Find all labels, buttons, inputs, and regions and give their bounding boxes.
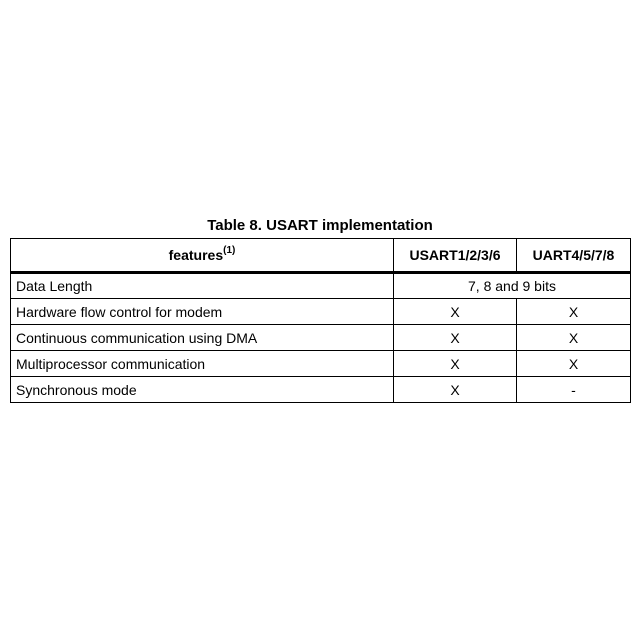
feature-cell: Hardware flow control for modem: [11, 299, 394, 325]
usart-value-cell: X: [394, 377, 517, 403]
uart-value-cell: X: [517, 299, 631, 325]
usart-value-cell: X: [394, 325, 517, 351]
table-header: [11, 239, 631, 273]
header-usart1-2-3-6: USART1/2/3/6: [394, 239, 517, 273]
uart-value-cell: X: [517, 325, 631, 351]
usart-implementation-table: [10, 238, 631, 403]
feature-cell: Continuous communication using DMA: [11, 325, 394, 351]
footnote-marker: (1): [223, 245, 236, 257]
header-uart4-5-7-8: UART4/5/7/8: [517, 239, 631, 273]
table-body: [11, 273, 631, 403]
uart-value-cell: -: [517, 377, 631, 403]
table-title: Table 8. USART implementation: [207, 217, 433, 234]
usart-value-cell: X: [394, 351, 517, 377]
table-row: [11, 351, 631, 377]
table-row: [11, 377, 631, 403]
table-row: [11, 299, 631, 325]
merged-value-cell: 7, 8 and 9 bits: [394, 273, 631, 299]
header-features: [11, 239, 394, 273]
table-row: [11, 273, 631, 299]
header-row: [11, 239, 631, 273]
table-row: [11, 325, 631, 351]
feature-cell: Data Length: [11, 273, 394, 299]
feature-cell: Synchronous mode: [11, 377, 394, 403]
usart-value-cell: X: [394, 299, 517, 325]
uart-value-cell: X: [517, 351, 631, 377]
header-features-label: features: [168, 247, 224, 263]
feature-cell: Multiprocessor communication: [11, 351, 394, 377]
